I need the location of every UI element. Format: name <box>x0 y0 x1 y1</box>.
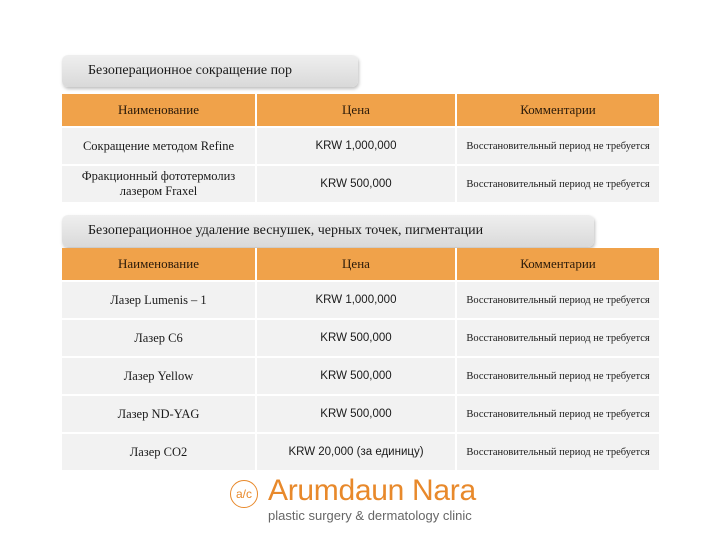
table-row <box>62 434 659 470</box>
cell-price: KRW 1,000,000 <box>257 282 457 318</box>
cell-comment: Восстановительный период не требуется <box>457 358 659 394</box>
cell-name: Фракционный фототермолиз лазером Fraxel <box>62 166 257 202</box>
column-header-name: Наименование <box>62 94 257 126</box>
price-table-pores <box>62 92 659 204</box>
cell-price: KRW 1,000,000 <box>257 128 457 164</box>
cell-name: Лазер Lumenis – 1 <box>62 282 257 318</box>
cell-comment: Восстановительный период не требуется <box>457 434 659 470</box>
cell-price: KRW 20,000 (за единицу) <box>257 434 457 470</box>
cell-comment: Восстановительный период не требуется <box>457 128 659 164</box>
section-title-pigmentation <box>62 215 594 247</box>
cell-name: Сокращение методом Refine <box>62 128 257 164</box>
table-row <box>62 358 659 394</box>
cell-comment: Восстановительный период не требуется <box>457 396 659 432</box>
price-table-pigmentation <box>62 246 659 472</box>
clinic-logo <box>230 476 500 526</box>
logo-tagline: plastic surgery & dermatology clinic <box>268 508 472 523</box>
column-header-price: Цена <box>257 94 457 126</box>
logo-name: Arumdaun Nara <box>268 474 476 507</box>
cell-price: KRW 500,000 <box>257 320 457 356</box>
cell-price: KRW 500,000 <box>257 396 457 432</box>
logo-mark-icon: a/c <box>230 480 258 508</box>
table-row <box>62 166 659 202</box>
cell-name: Лазер ND-YAG <box>62 396 257 432</box>
cell-name: Лазер CO2 <box>62 434 257 470</box>
section-title-text: Безоперационное удаление веснушек, черных точек, пигментации <box>88 223 484 238</box>
section-title-pores <box>62 55 358 87</box>
section-title-text: Безоперационное сокращение пор <box>88 63 293 78</box>
cell-price: KRW 500,000 <box>257 358 457 394</box>
cell-name: Лазер C6 <box>62 320 257 356</box>
table-row <box>62 396 659 432</box>
column-header-name: Наименование <box>62 248 257 280</box>
table-row <box>62 282 659 318</box>
cell-comment: Восстановительный период не требуется <box>457 320 659 356</box>
cell-comment: Восстановительный период не требуется <box>457 166 659 202</box>
table-row <box>62 128 659 164</box>
cell-price: KRW 500,000 <box>257 166 457 202</box>
table-header-row <box>62 248 659 280</box>
column-header-comment: Комментарии <box>457 248 659 280</box>
column-header-comment: Комментарии <box>457 94 659 126</box>
column-header-price: Цена <box>257 248 457 280</box>
cell-name: Лазер Yellow <box>62 358 257 394</box>
table-header-row <box>62 94 659 126</box>
cell-comment: Восстановительный период не требуется <box>457 282 659 318</box>
table-row <box>62 320 659 356</box>
